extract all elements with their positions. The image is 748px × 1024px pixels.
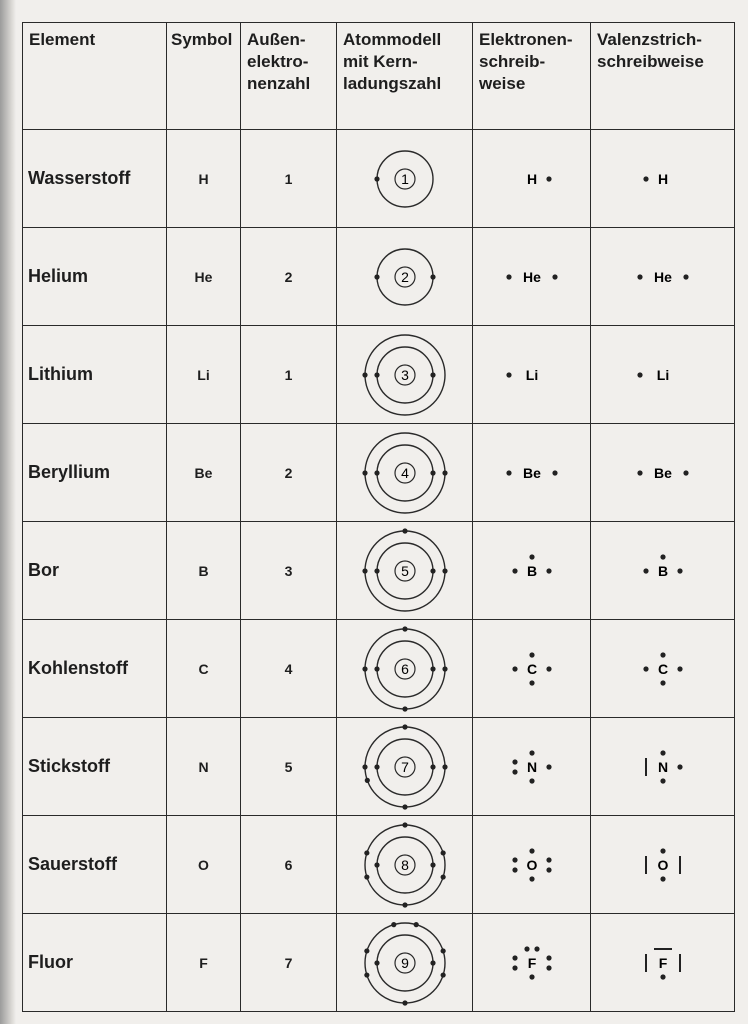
- electron-notation-cell: [473, 326, 591, 424]
- nuclear-charge-label: 7: [400, 758, 409, 775]
- element-row: [23, 522, 735, 620]
- electron-dot: [402, 724, 407, 729]
- valence-line-diagram: [615, 242, 711, 312]
- header-symbol: Symbol: [167, 23, 241, 130]
- valence-electron-dot: [660, 652, 665, 657]
- atom-model-cell: [337, 130, 473, 228]
- element-symbol-glyph: O: [657, 856, 668, 873]
- atom-model-diagram: [357, 425, 453, 521]
- element-symbol: B: [167, 522, 241, 620]
- nuclear-charge-label: 8: [400, 856, 409, 873]
- element-symbol: F: [167, 914, 241, 1012]
- electron-dot: [440, 874, 445, 879]
- valence-electron-dot: [643, 176, 648, 181]
- outer-electron-count: 5: [241, 718, 337, 816]
- valence-line-cell: [591, 522, 735, 620]
- electron-dot: [364, 777, 369, 782]
- element-symbol-glyph: F: [658, 954, 667, 971]
- valence-electron-dot: [512, 759, 517, 764]
- element-symbol-glyph: Li: [656, 366, 669, 383]
- element-row: [23, 130, 735, 228]
- valence-electron-dot: [512, 955, 517, 960]
- element-row: [23, 228, 735, 326]
- nuclear-charge-label: 5: [400, 562, 409, 579]
- atom-model-cell: [337, 326, 473, 424]
- electron-notation-cell: [473, 914, 591, 1012]
- valence-electron-dot: [512, 568, 517, 573]
- valence-electron-dot: [512, 857, 517, 862]
- nuclear-charge-label: 9: [400, 954, 409, 971]
- element-name: Kohlenstoff: [23, 620, 167, 718]
- valence-electron-dot: [512, 965, 517, 970]
- element-name: Wasserstoff: [23, 130, 167, 228]
- nuclear-charge-label: 3: [400, 366, 409, 383]
- element-name: Sauerstoff: [23, 816, 167, 914]
- valence-electron-dot: [529, 652, 534, 657]
- electron-notation-cell: [473, 718, 591, 816]
- atom-model-cell: [337, 718, 473, 816]
- element-row: [23, 914, 735, 1012]
- valence-electron-dot: [637, 372, 642, 377]
- electron-dot: [364, 948, 369, 953]
- atom-model-cell: [337, 424, 473, 522]
- electron-dot: [430, 568, 435, 573]
- element-symbol: Li: [167, 326, 241, 424]
- electron-dot: [402, 902, 407, 907]
- outer-electron-count: 3: [241, 522, 337, 620]
- valence-electron-dot: [637, 274, 642, 279]
- electron-dot: [362, 764, 367, 769]
- valence-line-cell: [591, 130, 735, 228]
- atom-model-cell: [337, 522, 473, 620]
- valence-electron-dot: [660, 554, 665, 559]
- electron-dot: [364, 850, 369, 855]
- valence-line-diagram: [615, 830, 711, 900]
- valence-line-cell: [591, 816, 735, 914]
- valence-electron-dot: [512, 769, 517, 774]
- electron-notation-diagram: [484, 732, 580, 802]
- valence-line-diagram: [615, 438, 711, 508]
- electron-dot: [374, 176, 379, 181]
- electron-notation-cell: [473, 620, 591, 718]
- nuclear-charge-label: 6: [400, 660, 409, 677]
- electron-dot: [362, 666, 367, 671]
- electron-dot: [374, 568, 379, 573]
- valence-electron-dot: [677, 666, 682, 671]
- electron-dot: [402, 822, 407, 827]
- nuclear-charge-label: 4: [400, 464, 409, 481]
- electron-dot: [430, 764, 435, 769]
- valence-line-cell: [591, 914, 735, 1012]
- atom-model-cell: [337, 620, 473, 718]
- valence-electron-dot: [643, 568, 648, 573]
- electron-dot: [442, 666, 447, 671]
- header-valence-count: Außen- elektro- nenzahl: [241, 23, 337, 130]
- element-symbol-glyph: C: [526, 660, 537, 677]
- element-symbol-glyph: F: [527, 954, 536, 971]
- valence-electron-dot: [660, 778, 665, 783]
- electron-notation-diagram: [484, 340, 580, 410]
- valence-electron-dot: [683, 470, 688, 475]
- element-row: [23, 326, 735, 424]
- electron-dot: [442, 470, 447, 475]
- valence-electron-dot: [546, 857, 551, 862]
- electron-dot: [440, 850, 445, 855]
- valence-electron-dot: [660, 680, 665, 685]
- valence-electron-dot: [546, 965, 551, 970]
- valence-line-cell: [591, 718, 735, 816]
- electron-dot: [402, 804, 407, 809]
- element-name: Lithium: [23, 326, 167, 424]
- header-valence-line-notation: Valenzstrich- schreibweise: [591, 23, 735, 130]
- electron-dot: [374, 666, 379, 671]
- valence-electron-dot: [534, 946, 539, 951]
- electron-dot: [402, 1000, 407, 1005]
- element-row: [23, 718, 735, 816]
- valence-electron-dot: [506, 372, 511, 377]
- element-name: Beryllium: [23, 424, 167, 522]
- valence-electron-dot: [512, 867, 517, 872]
- valence-electron-dot: [546, 955, 551, 960]
- valence-electron-dot: [506, 470, 511, 475]
- valence-electron-dot: [506, 274, 511, 279]
- electron-dot: [442, 764, 447, 769]
- element-name: Helium: [23, 228, 167, 326]
- element-table: [22, 22, 735, 1012]
- valence-line-diagram: [615, 536, 711, 606]
- electron-dot: [430, 666, 435, 671]
- element-symbol-glyph: He: [522, 268, 541, 285]
- valence-electron-dot: [546, 176, 551, 181]
- valence-electron-dot: [677, 568, 682, 573]
- element-name: Stickstoff: [23, 718, 167, 816]
- atom-model-diagram: [357, 229, 453, 325]
- element-symbol-glyph: C: [657, 660, 668, 677]
- electron-dot: [391, 922, 396, 927]
- electron-notation-cell: [473, 424, 591, 522]
- valence-line-diagram: [615, 340, 711, 410]
- page-edge-shadow: [0, 0, 16, 1024]
- header-element: Element: [23, 23, 167, 130]
- valence-electron-dot: [546, 867, 551, 872]
- electron-dot: [374, 862, 379, 867]
- outer-electron-count: 4: [241, 620, 337, 718]
- element-symbol: H: [167, 130, 241, 228]
- element-name: Fluor: [23, 914, 167, 1012]
- element-symbol: N: [167, 718, 241, 816]
- electron-dot: [374, 470, 379, 475]
- atom-model-cell: [337, 914, 473, 1012]
- element-symbol-glyph: Be: [522, 464, 541, 481]
- atom-model-diagram: [357, 327, 453, 423]
- outer-electron-count: 6: [241, 816, 337, 914]
- electron-dot: [374, 960, 379, 965]
- electron-dot: [440, 972, 445, 977]
- valence-electron-dot: [529, 974, 534, 979]
- valence-line-diagram: [615, 732, 711, 802]
- outer-electron-count: 2: [241, 228, 337, 326]
- header-electron-notation: Elektronen- schreib- weise: [473, 23, 591, 130]
- outer-electron-count: 1: [241, 326, 337, 424]
- valence-electron-dot: [683, 274, 688, 279]
- electron-dot: [364, 972, 369, 977]
- valence-line-cell: [591, 326, 735, 424]
- element-symbol-glyph: Li: [525, 366, 538, 383]
- electron-dot: [402, 626, 407, 631]
- valence-line-cell: [591, 228, 735, 326]
- valence-electron-dot: [524, 946, 529, 951]
- electron-dot: [430, 274, 435, 279]
- element-symbol-glyph: H: [526, 170, 537, 187]
- valence-line-cell: [591, 424, 735, 522]
- valence-electron-dot: [529, 750, 534, 755]
- electron-notation-diagram: [484, 242, 580, 312]
- electron-dot: [362, 470, 367, 475]
- electron-notation-diagram: [484, 634, 580, 704]
- valence-electron-dot: [643, 666, 648, 671]
- valence-electron-dot: [512, 666, 517, 671]
- atom-model-diagram: [357, 523, 453, 619]
- valence-electron-dot: [546, 568, 551, 573]
- electron-notation-cell: [473, 130, 591, 228]
- electron-dot: [374, 764, 379, 769]
- valence-line-diagram: [615, 144, 711, 214]
- valence-electron-dot: [529, 876, 534, 881]
- electron-dot: [442, 568, 447, 573]
- element-row: [23, 816, 735, 914]
- element-row: [23, 424, 735, 522]
- outer-electron-count: 7: [241, 914, 337, 1012]
- electron-notation-cell: [473, 228, 591, 326]
- electron-notation-diagram: [484, 438, 580, 508]
- outer-electron-count: 2: [241, 424, 337, 522]
- electron-notation-diagram: [484, 830, 580, 900]
- electron-dot: [430, 372, 435, 377]
- electron-dot: [402, 706, 407, 711]
- valence-electron-dot: [529, 778, 534, 783]
- nuclear-charge-label: 1: [400, 170, 409, 187]
- valence-electron-dot: [529, 848, 534, 853]
- valence-electron-dot: [546, 764, 551, 769]
- element-symbol-glyph: O: [526, 856, 537, 873]
- electron-dot: [413, 922, 418, 927]
- valence-electron-dot: [529, 554, 534, 559]
- electron-dot: [430, 862, 435, 867]
- element-symbol-glyph: B: [657, 562, 668, 579]
- atom-model-cell: [337, 228, 473, 326]
- element-symbol-glyph: B: [526, 562, 537, 579]
- element-symbol: He: [167, 228, 241, 326]
- electron-dot: [374, 274, 379, 279]
- valence-electron-dot: [677, 764, 682, 769]
- electron-dot: [362, 568, 367, 573]
- element-symbol: Be: [167, 424, 241, 522]
- valence-line-diagram: [615, 634, 711, 704]
- element-symbol: C: [167, 620, 241, 718]
- atom-model-cell: [337, 816, 473, 914]
- atom-model-diagram: [357, 719, 453, 815]
- valence-electron-dot: [546, 666, 551, 671]
- valence-line-cell: [591, 620, 735, 718]
- element-symbol-glyph: N: [657, 758, 668, 775]
- electron-dot: [374, 372, 379, 377]
- valence-electron-dot: [660, 876, 665, 881]
- valence-electron-dot: [660, 848, 665, 853]
- atom-model-diagram: [357, 131, 453, 227]
- electron-dot: [440, 948, 445, 953]
- electron-dot: [364, 874, 369, 879]
- nuclear-charge-label: 2: [400, 268, 409, 285]
- electron-notation-cell: [473, 522, 591, 620]
- outer-electron-count: 1: [241, 130, 337, 228]
- element-row: [23, 620, 735, 718]
- valence-electron-dot: [660, 750, 665, 755]
- electron-notation-diagram: [484, 144, 580, 214]
- electron-dot: [402, 528, 407, 533]
- electron-dot: [362, 372, 367, 377]
- atom-model-diagram: [357, 915, 453, 1011]
- element-symbol: O: [167, 816, 241, 914]
- electron-dot: [430, 960, 435, 965]
- valence-electron-dot: [552, 470, 557, 475]
- electron-dot: [430, 470, 435, 475]
- header-row: [23, 23, 735, 130]
- valence-electron-dot: [637, 470, 642, 475]
- electron-notation-diagram: [484, 536, 580, 606]
- element-symbol-glyph: N: [526, 758, 537, 775]
- valence-electron-dot: [660, 974, 665, 979]
- valence-electron-dot: [529, 680, 534, 685]
- valence-electron-dot: [552, 274, 557, 279]
- element-symbol-glyph: H: [657, 170, 668, 187]
- element-name: Bor: [23, 522, 167, 620]
- element-symbol-glyph: He: [653, 268, 672, 285]
- element-symbol-glyph: Be: [653, 464, 672, 481]
- electron-notation-cell: [473, 816, 591, 914]
- atom-model-diagram: [357, 817, 453, 913]
- valence-line-diagram: [615, 928, 711, 998]
- electron-notation-diagram: [484, 928, 580, 998]
- atom-model-diagram: [357, 621, 453, 717]
- header-atom-model: Atommodell mit Kern- ladungszahl: [337, 23, 473, 130]
